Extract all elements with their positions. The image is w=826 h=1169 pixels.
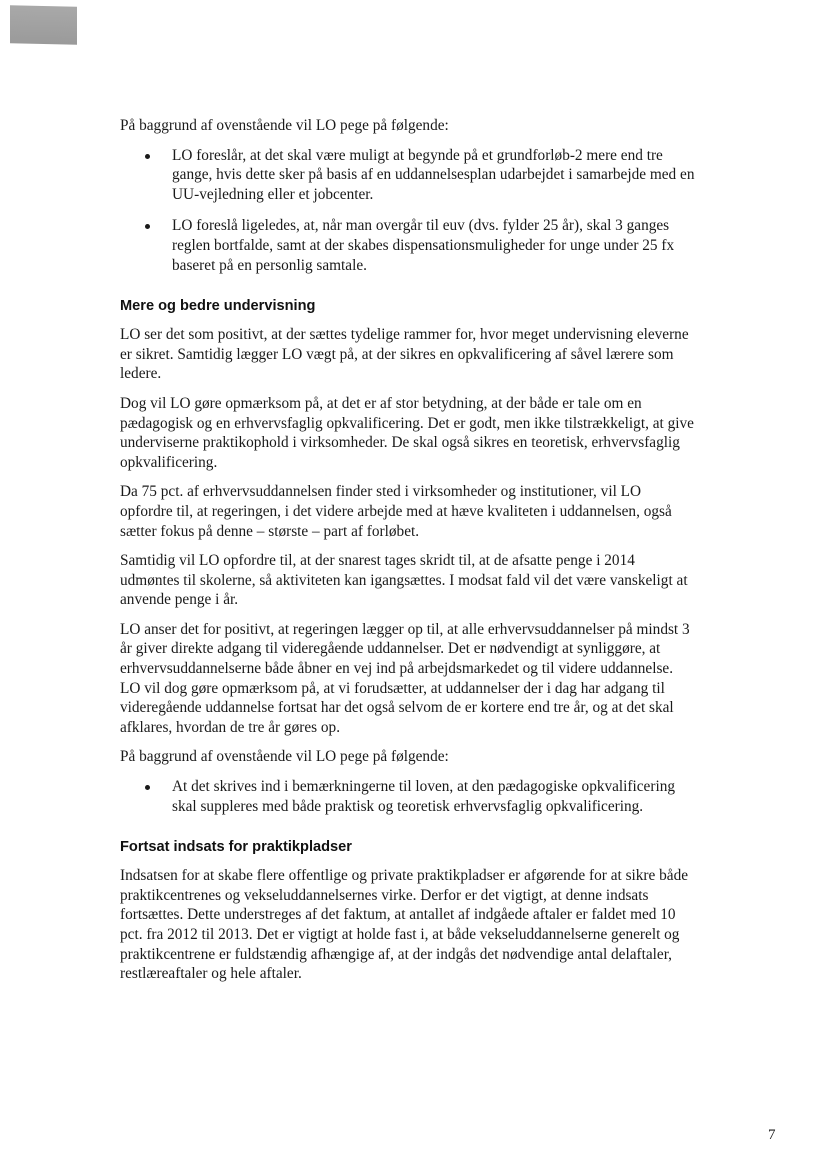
paragraph: Da 75 pct. af erhvervsuddannelsen finder sted i virksomheder og institutioner, vil LO opfordre til, at regeringen, i det videre arbejde med at hæve kvaliteten i uddannelsen, også sætter fokus på denne – største – part af forløbet. xyxy=(120,483,672,540)
intro-paragraph: På baggrund af ovenstående vil LO pege på følgende: xyxy=(120,117,449,134)
page-content xyxy=(120,116,695,994)
proposal-list xyxy=(120,146,695,276)
paragraph: Dog vil LO gøre opmærksom på, at det er af stor betydning, at der både er tale om en pædagogisk og en erhvervsfaglig opkvalificering. Det er godt, men ikke tilstrækkeligt, at give underviserne praktikophold i virksomheder. De skal også sikres en teoretisk, erhvervsfaglig opkvalificering. xyxy=(120,394,694,471)
page-number: 7 xyxy=(768,1127,776,1143)
bullet-icon xyxy=(145,224,150,229)
paragraph: LO ser det som positivt, at der sættes tydelige rammer for, hvor meget undervisning eleverne er sikret. Samtidig lægger LO vægt på, at der sikres en opkvalificering af såvel lærere som ledere. xyxy=(120,326,689,383)
section-heading: Mere og bedre undervisning xyxy=(120,298,316,315)
proposal-list xyxy=(120,777,695,816)
list-item-text: LO foreslå ligeledes, at, når man overgår til euv (dvs. fylder 25 år), skal 3 ganges reglen bortfalde, samt at der skabes dispensationsmuligheder for unge under 25 fx baseret på en personlig samtale. xyxy=(172,217,675,274)
list-item-text: LO foreslår, at det skal være muligt at begynde på et grundforløb-2 mere end tre gange, hvis dette sker på basis af en uddannelsesplan udarbejdet i samarbejde med en UU-vejledning eller et jobcenter. xyxy=(172,146,695,203)
bullet-icon xyxy=(145,154,150,159)
scan-artifact xyxy=(10,5,77,44)
list-item-text: At det skrives ind i bemærkningerne til loven, at den pædagogiske opkvalificering skal suppleres med både praktisk og teoretisk erhvervsfaglig opkvalificering. xyxy=(172,778,675,815)
list-item xyxy=(120,146,695,205)
paragraph: På baggrund af ovenstående vil LO pege på følgende: xyxy=(120,748,449,766)
paragraph: LO anser det for positivt, at regeringen lægger op til, at alle erhvervsuddannelser på mindst 3 år giver direkte adgang til videregående uddannelser. Det er nødvendigt at synliggøre, at erhvervsuddannelserne både åbner en vej ind på arbejdsmarkedet og til videre uddannelse. LO vil dog gøre opmærksom på, at vi forudsætter, at uddannelser der i dag har adgang til videregående uddannelse fortsat har det også selvom de er kortere end tre år, og at det skal afklares, hvordan de tre år gøres op. xyxy=(120,620,690,736)
list-item xyxy=(120,777,695,816)
list-item xyxy=(120,216,695,275)
paragraph: Indsatsen for at skabe flere offentlige og private praktikpladser er afgørende for at sikre både praktikcentrenes og vekseluddannelsernes virke. Derfor er det vigtigt, at denne indsats fortsættes. Dette understreges af det faktum, at antallet af indgåede aftaler er faldet med 10 pct. fra 2012 til 2013. Det er vigtigt at holde fast i, at både vekseluddannelserne generelt og praktikcentrene er fuldstændig afhængige af, at der indgås det nødvendige antal delaftaler, restlæreaftaler og hele aftaler. xyxy=(120,867,689,983)
section-heading: Fortsat indsats for praktikpladser xyxy=(120,839,352,856)
paragraph: Samtidig vil LO opfordre til, at der snarest tages skridt til, at de afsatte penge i 2014 udmøntes til skolerne, så aktiviteten kan igangsættes. I modsat fald vil det være vanskeligt at anvende penge i år. xyxy=(120,552,688,609)
bullet-icon xyxy=(145,785,150,790)
